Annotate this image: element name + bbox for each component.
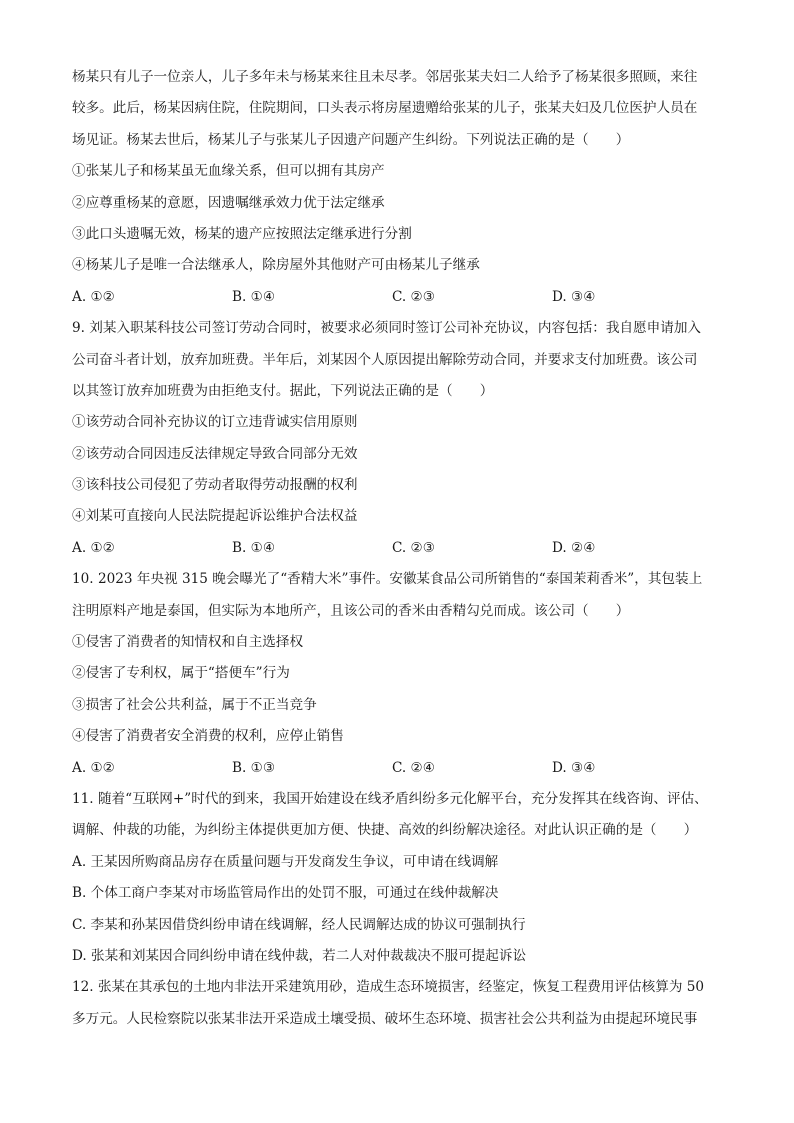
statement-option: ②侵害了专利权，属于“搭便车”行为 (72, 665, 290, 682)
question-12 (72, 972, 732, 1035)
choice-c: C. 李某和孙某因借贷纠纷申请在线调解，经人民调解达成的协议可强制执行 (72, 916, 526, 933)
question-stem-line: 较多。此后，杨某因病住院，住院期间，口头表示将房屋遗赠给张某的儿子，张某夫妇及几位医护人员在 (72, 100, 698, 117)
choice-d: D. 张某和刘某因合同纠纷申请在线仲裁，若二人对仲裁裁决不服可提起诉讼 (72, 947, 527, 964)
choice-d: D. ③④ (552, 288, 596, 305)
answer-choices (72, 753, 732, 784)
question-stem-line: 调解、仲裁的功能，为纠纷主体提供更加方便、快捷、高效的纠纷解决途径。对此认识正确的是（ ） (72, 822, 698, 839)
choice-a: A. ①② (72, 759, 115, 776)
question-10 (72, 564, 732, 784)
statement-option: ①侵害了消费者的知情权和自主选择权 (72, 634, 304, 651)
question-stem-line: 注明原料产地是泰国，但实际为本地所产，且该公司的香米由香精勾兑而成。该公司（ ） (72, 602, 630, 619)
question-stem-line: 9. 刘某入职某科技公司签订劳动合同时，被要求必须同时签订公司补充协议，内容包括：我自愿申请加入 (72, 320, 702, 337)
choice-b: B. 个体工商户李某对市场监管局作出的处罚不服，可通过在线仲裁解决 (72, 885, 499, 902)
choice-d: D. ②④ (552, 539, 596, 556)
question-stem-line: 以其签订放弃加班费为由拒绝支付。据此，下列说法正确的是（ ） (72, 382, 494, 399)
choice-c: C. ②④ (392, 759, 435, 776)
question-stem-line: 12. 张某在其承包的土地内非法开采建筑用砂，造成生态环境损害，经鉴定，恢复工程费用评估核算为 50 (72, 979, 705, 996)
statement-option: ②应尊重杨某的意愿，因遗嘱继承效力优于法定继承 (72, 194, 385, 211)
choice-a: A. ①② (72, 288, 115, 305)
question-stem-line: 公司奋斗者计划，放弃加班费。半年后，刘某因个人原因提出解除劳动合同，并要求支付加班费。该公司 (72, 351, 698, 368)
exam-page (72, 62, 732, 1035)
choice-c: C. ②③ (392, 539, 435, 556)
statement-option: ③此口头遗嘱无效，杨某的遗产应按照法定继承进行分割 (72, 225, 412, 242)
statement-option: ④杨某儿子是唯一合法继承人，除房屋外其他财产可由杨某儿子继承 (72, 257, 480, 274)
question-11 (72, 784, 732, 972)
statement-option: ④侵害了消费者安全消费的权利，应停止销售 (72, 728, 344, 745)
choice-b: B. ①③ (232, 759, 276, 776)
question-stem-line: 场见证。杨某去世后，杨某儿子与张某儿子因遗产问题产生纠纷。下列说法正确的是（ ） (72, 131, 630, 148)
statement-option: ③损害了社会公共利益，属于不正当竞争 (72, 696, 317, 713)
question-stem-line: 10. 2023 年央视 315 晚会曝光了“香精大米”事件。安徽某食品公司所销售的“泰国茉莉香米”，其包装上 (72, 571, 703, 588)
statement-option: ②该劳动合同因违反法律规定导致合同部分无效 (72, 445, 358, 462)
choice-b: B. ①④ (232, 539, 276, 556)
answer-choices (72, 282, 732, 313)
question-8 (72, 62, 732, 313)
question-stem-line: 11. 随着“互联网+”时代的到来，我国开始建设在线矛盾纠纷多元化解平台，充分发挥其在线咨询、评估、 (72, 790, 708, 807)
choice-a: A. 王某因所购商品房存在质量问题与开发商发生争议，可申请在线调解 (72, 853, 499, 870)
question-stem-line: 多万元。人民检察院以张某非法开采造成土壤受损、破坏生态环境、损害社会公共利益为由提起环境民事 (72, 1010, 698, 1027)
answer-choices (72, 533, 732, 564)
statement-option: ①张某儿子和杨某虽无血缘关系，但可以拥有其房产 (72, 163, 385, 180)
question-9 (72, 313, 732, 564)
choice-c: C. ②③ (392, 288, 435, 305)
choice-a: A. ①② (72, 539, 115, 556)
question-stem-line: 杨某只有儿子一位亲人，儿子多年未与杨某来往且未尽孝。邻居张某夫妇二人给予了杨某很多照顾，来往 (72, 69, 698, 85)
statement-option: ③该科技公司侵犯了劳动者取得劳动报酬的权利 (72, 477, 358, 494)
statement-option: ①该劳动合同补充协议的订立违背诚实信用原则 (72, 414, 358, 431)
statement-option: ④刘某可直接向人民法院提起诉讼维护合法权益 (72, 508, 358, 525)
choice-b: B. ①④ (232, 288, 276, 305)
choice-d: D. ③④ (552, 759, 596, 776)
